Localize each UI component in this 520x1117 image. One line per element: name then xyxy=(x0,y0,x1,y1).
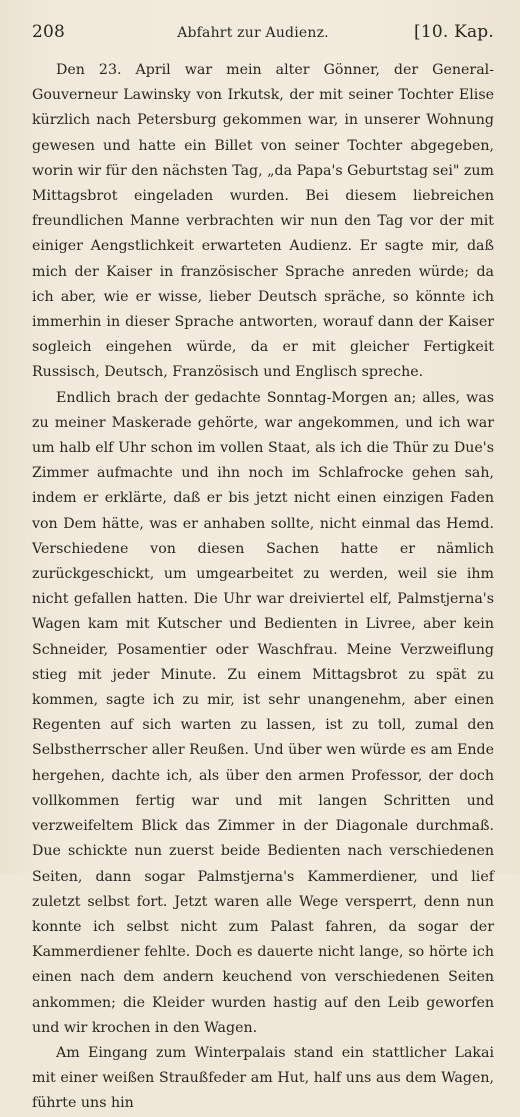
page-body xyxy=(32,58,494,1117)
page-number: 208 xyxy=(32,22,66,42)
running-title: Abfahrt zur Audienz. xyxy=(177,25,329,41)
chapter-label: [10. Kap. xyxy=(414,22,494,42)
paragraph-2: Endlich brach der gedachte Sonntag-Morgen an; alles, was zu meiner Maskerade gehörte, war angekommen, und ich war um halb elf Uhr schon im vollen Staat, als ich die Thür zu Due's Zimmer aufmachte und ihn noch im Schlafrocke gehen sah, indem er erklärte, daß er bis jetzt nicht einen einzigen Faden von Dem hätte, was er anhaben sollte, nicht einmal das Hemd. Verschiedene von diesen Sachen hatte er nämlich zurückgeschickt, um umgearbeitet zu werden, weil sie ihm nicht gefallen hatten. Die Uhr war dreiviertel elf, Palmstjerna's Wagen kam mit Kutscher und Bedienten in Livree, aber kein Schneider, Posamentier oder Waschfrau. Meine Verzweiflung stieg mit jeder Minute. Zu einem Mittagsbrot zu spät zu kommen, sagte ich zu mir, ist sehr unangenehm, aber einen Regenten auf sich warten zu lassen, ist zu toll, zumal den Selbstherrscher aller Reußen. Und über wen würde es am Ende hergehen, dachte ich, als über den armen Professor, der doch vollkommen fertig war und mit langen Schritten und verzweifeltem Blick das Zimmer in der Diagonale durchmaß. Due schickte nun zuerst beide Bedienten nach verschiedenen Seiten, dann sogar Palmstjerna's Kammerdiener, und lief zuletzt selbst fort. Jetzt waren alle Wege versperrt, denn nun konnte ich selbst nicht zum Palast fahren, da sogar der Kammerdiener fehlte. Doch es dauerte nicht lange, so hörte ich einen nach dem andern keuchend von verschiedenen Seiten ankommen; die Kleider wurden hastig auf den Leib geworfen und wir krochen in den Wagen. xyxy=(32,389,494,1036)
paragraph-3: Am Eingang zum Winterpalais stand ein stattlicher Lakai mit einer weißen Straußfeder am Hut, half uns aus dem Wagen, führte uns hin xyxy=(32,1044,494,1112)
running-header xyxy=(32,22,494,52)
paragraph-1: Den 23. April war mein alter Gönner, der General-Gouverneur Lawinsky von Irkutsk, der mit seiner Tochter Elise kürzlich nach Petersburg gekommen war, in unserer Wohnung gewesen und hatte ein Billet von seiner Tochter abgegeben, worin wir für den nächsten Tag, „da Papa's Geburtstag sei" zum Mittagsbrot eingeladen wurden. Bei diesem liebreichen freundlichen Manne verbrachten wir nun den Tag vor der mit einiger Aengstlichkeit erwarteten Audienz. Er sagte mir, daß mich der Kaiser in französischer Sprache anreden würde; da ich aber, wie er wisse, lieber Deutsch spräche, so könnte ich immerhin in dieser Sprache antworten, worauf dann der Kaiser sogleich eingehen würde, da er mit gleicher Fertigkeit Russisch, Deutsch, Französisch und Englisch spreche. xyxy=(32,62,494,381)
